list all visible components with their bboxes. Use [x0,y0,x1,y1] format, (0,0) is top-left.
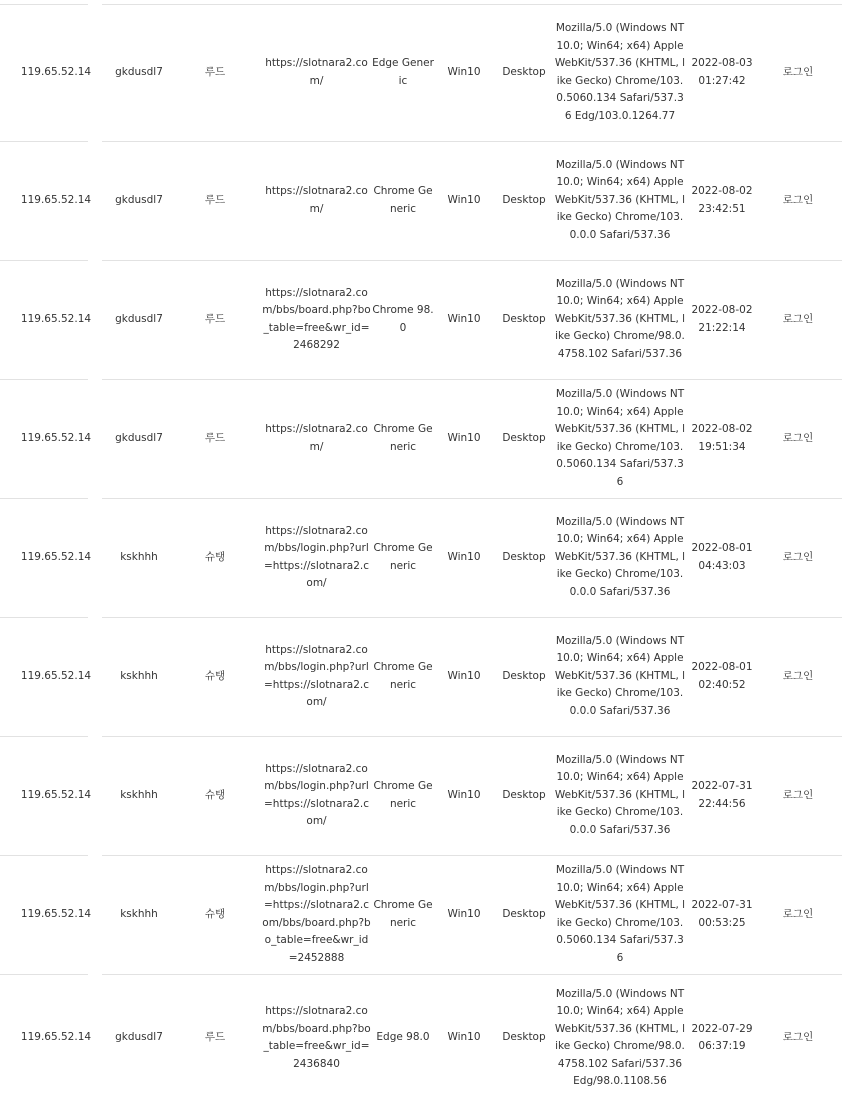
user-id: gkdusdl7 [115,193,163,206]
user-agent: Mozilla/5.0 (Windows NT 10.0; Win64; x64) AppleWebKit/537.36 (KHTML, like Gecko) Chrome/103.0.5060.134 Safari/537.36 Edg/103.0.1264.77 [554,22,686,122]
user-agent: Mozilla/5.0 (Windows NT 10.0; Win64; x64) AppleWebKit/537.36 (KHTML, like Gecko) Chrome/103.0.0.0 Safari/537.36 [554,634,686,717]
user-agent: Mozilla/5.0 (Windows NT 10.0; Win64; x64) AppleWebKit/537.36 (KHTML, like Gecko) Chrome/103.0.0.0 Safari/537.36 [554,515,686,598]
device: Desktop [502,669,546,682]
device: Desktop [502,65,546,78]
browser: Chrome Generic [373,661,433,691]
date: 2022-07-31 [691,899,753,911]
os: Win10 [447,65,481,78]
device: Desktop [502,907,546,920]
datetime [686,498,758,617]
datetime [686,974,758,1102]
date: 2022-08-02 [691,185,753,197]
table-row [0,498,850,617]
referrer-url: https://slotnara2.com/bbs/login.php?url=https://slotnara2.com/ [264,762,369,827]
ip-address: 119.65.52.14 [20,193,92,206]
user-id: kskhhh [120,907,158,920]
time: 19:51:34 [698,440,746,453]
time: 00:53:25 [698,916,746,929]
nickname: 슈탱 [204,669,226,682]
os: Win10 [447,550,481,563]
time: 06:37:19 [698,1040,746,1052]
nickname: 슈탱 [204,550,226,563]
browser: Chrome Generic [373,185,433,215]
action: 로그인 [782,907,814,920]
time: 22:44:56 [698,797,746,810]
device: Desktop [502,312,546,325]
date: 2022-08-01 [691,661,753,673]
referrer-url: https://slotnara2.com/bbs/login.php?url=https://slotnara2.com/ [264,524,369,589]
nickname: 루드 [204,65,226,78]
date: 2022-08-03 [691,57,753,69]
os: Win10 [447,788,481,801]
nickname: 슈탱 [204,788,226,801]
action: 로그인 [782,1031,814,1044]
date: 2022-08-02 [691,423,753,435]
os: Win10 [447,1031,481,1044]
nickname: 루드 [204,1031,226,1044]
ip-address: 119.65.52.14 [20,907,92,920]
table-row [0,260,850,379]
ip-address: 119.65.52.14 [20,669,92,682]
referrer-url: https://slotnara2.com/ [265,185,368,215]
nickname: 슈탱 [204,907,226,920]
referrer-url: https://slotnara2.com/bbs/board.php?bo_table=free&wr_id=2436840 [262,1005,371,1070]
table-row [0,617,850,736]
date: 2022-08-02 [691,304,753,316]
datetime [686,260,758,379]
nickname: 루드 [204,312,226,325]
action: 로그인 [782,312,814,325]
ip-address: 119.65.52.14 [20,312,92,325]
time: 21:22:14 [698,321,746,334]
table-row [0,379,850,498]
user-agent: Mozilla/5.0 (Windows NT 10.0; Win64; x64) AppleWebKit/537.36 (KHTML, like Gecko) Chrome/98.0.4758.102 Safari/537.36 [554,277,686,360]
user-agent: Mozilla/5.0 (Windows NT 10.0; Win64; x64) AppleWebKit/537.36 (KHTML, like Gecko) Chrome/103.0.5060.134 Safari/537.36 [554,388,686,488]
action: 로그인 [782,550,814,563]
ip-address: 119.65.52.14 [20,431,92,444]
browser: Edge 98.0 [376,1031,430,1044]
user-agent: Mozilla/5.0 (Windows NT 10.0; Win64; x64) AppleWebKit/537.36 (KHTML, like Gecko) Chrome/103.0.5060.134 Safari/537.36 [554,864,686,964]
date: 2022-08-01 [691,542,753,554]
table-row [0,4,850,141]
user-agent: Mozilla/5.0 (Windows NT 10.0; Win64; x64) AppleWebKit/537.36 (KHTML, like Gecko) Chrome/103.0.0.0 Safari/537.36 [554,753,686,836]
browser: Edge Generic [372,57,434,87]
user-id: kskhhh [120,669,158,682]
device: Desktop [502,193,546,206]
device: Desktop [502,431,546,444]
action: 로그인 [782,431,814,444]
time: 01:27:42 [698,74,746,87]
referrer-url: https://slotnara2.com/bbs/login.php?url=https://slotnara2.com/ [264,643,369,708]
datetime [686,141,758,260]
referrer-url: https://slotnara2.com/ [265,57,368,87]
browser: Chrome Generic [373,899,433,929]
os: Win10 [447,193,481,206]
browser: Chrome Generic [373,780,433,810]
table-row [0,855,850,974]
time: 23:42:51 [698,202,746,215]
ip-address: 119.65.52.14 [20,788,92,801]
user-agent: Mozilla/5.0 (Windows NT 10.0; Win64; x64) AppleWebKit/537.36 (KHTML, like Gecko) Chrome/103.0.0.0 Safari/537.36 [554,158,686,241]
user-id: gkdusdl7 [115,312,163,325]
table-row [0,141,850,260]
ip-address: 119.65.52.14 [20,550,92,563]
os: Win10 [447,431,481,444]
device: Desktop [502,788,546,801]
user-id: gkdusdl7 [115,65,163,78]
datetime [686,855,758,974]
datetime [686,379,758,498]
time: 04:43:03 [698,559,746,572]
datetime [686,617,758,736]
referrer-url: https://slotnara2.com/bbs/board.php?bo_table=free&wr_id=2468292 [262,286,371,351]
user-id: gkdusdl7 [115,1031,163,1044]
referrer-url: https://slotnara2.com/bbs/login.php?url=https://slotnara2.com/bbs/board.php?bo_table=free&wr_id=2452888 [262,864,371,964]
os: Win10 [447,312,481,325]
os: Win10 [447,907,481,920]
time: 02:40:52 [698,678,746,691]
browser: Chrome 98.0 [372,304,434,334]
date: 2022-07-31 [691,780,753,792]
datetime [686,736,758,855]
ip-address: 119.65.52.14 [20,65,92,78]
ip-address: 119.65.52.14 [20,1031,92,1044]
datetime [686,4,758,141]
user-id: kskhhh [120,788,158,801]
device: Desktop [502,1031,546,1044]
user-agent: Mozilla/5.0 (Windows NT 10.0; Win64; x64) AppleWebKit/537.36 (KHTML, like Gecko) Chrome/98.0.4758.102 Safari/537.36 Edg/98.0.1108.56 [554,987,686,1087]
browser: Chrome Generic [373,542,433,572]
nickname: 루드 [204,431,226,444]
browser: Chrome Generic [373,423,433,453]
action: 로그인 [782,669,814,682]
action: 로그인 [782,193,814,206]
referrer-url: https://slotnara2.com/ [265,423,368,453]
date: 2022-07-29 [691,1022,753,1035]
nickname: 루드 [204,193,226,206]
os: Win10 [447,669,481,682]
action: 로그인 [782,65,814,78]
user-id: gkdusdl7 [115,431,163,444]
device: Desktop [502,550,546,563]
table-row [0,974,850,1102]
action: 로그인 [782,788,814,801]
table-row [0,736,850,855]
user-id: kskhhh [120,550,158,563]
